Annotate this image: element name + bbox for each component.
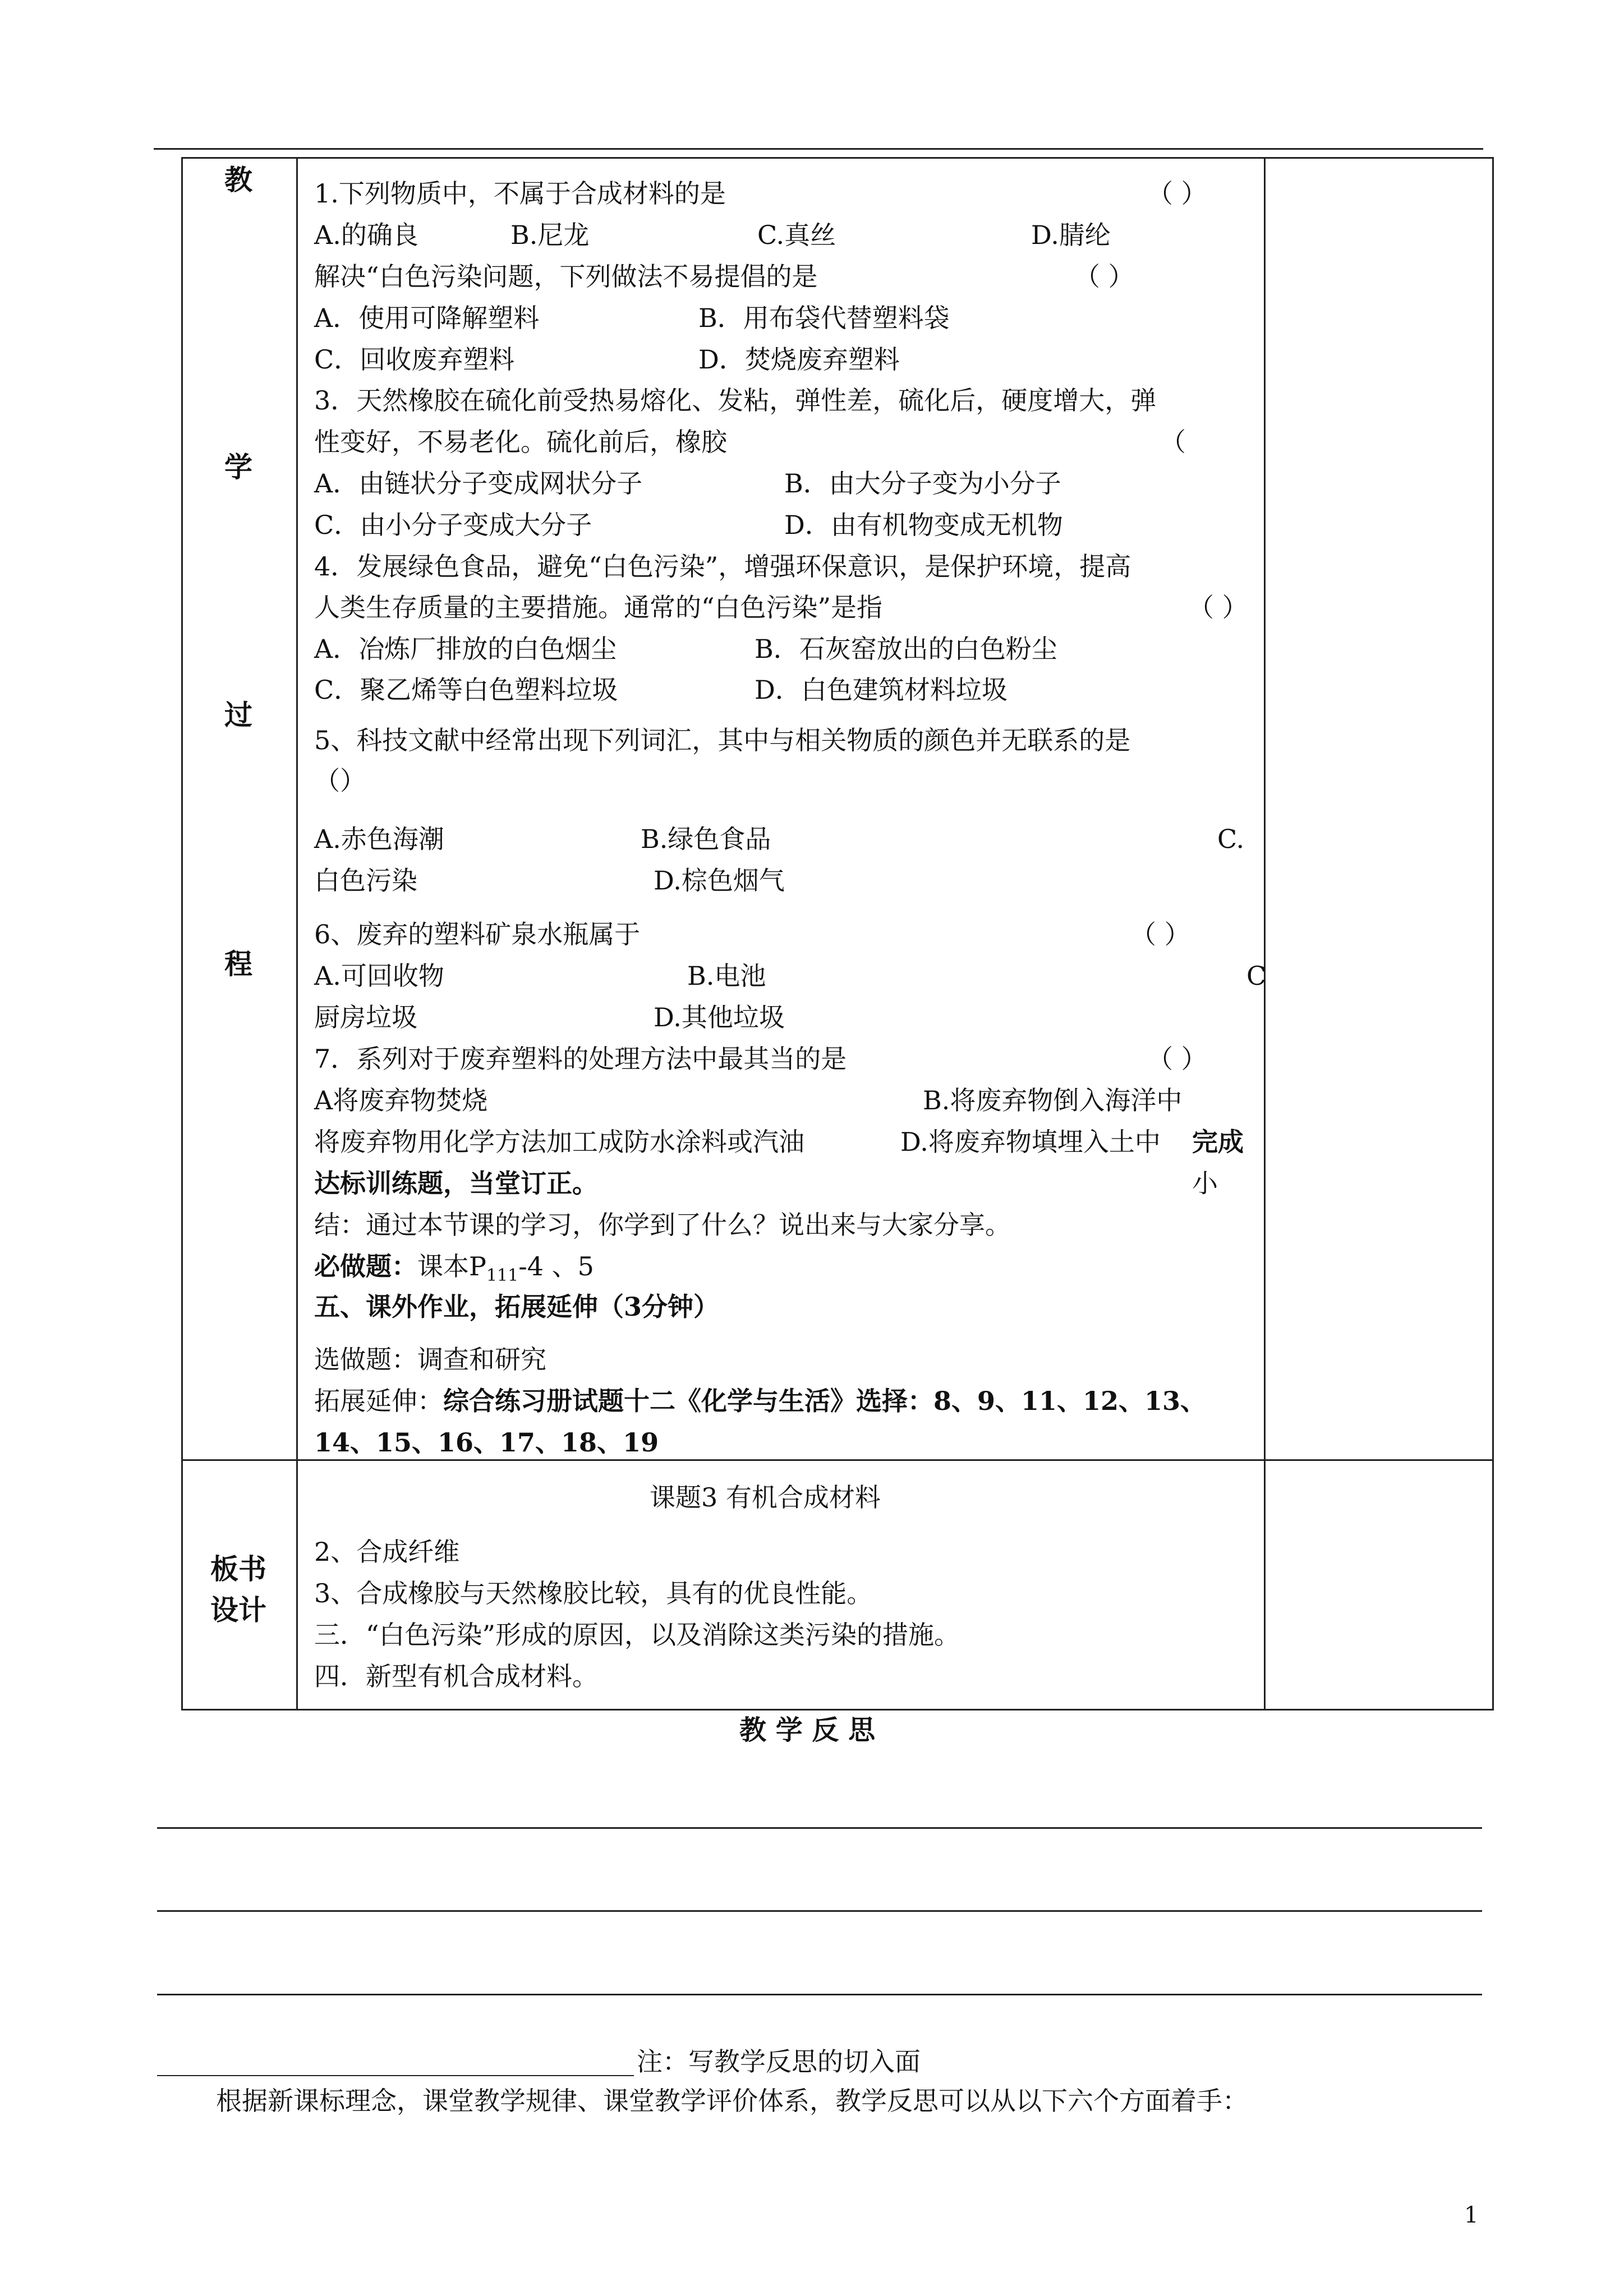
table-right-border: [1492, 157, 1494, 1711]
q5-option-b: B.绿色食品: [641, 824, 771, 854]
reflection-note-underline: [157, 2075, 634, 2076]
board-line-1: 2、合成纤维: [314, 1537, 460, 1567]
q4-option-d: D．白色建筑材料垃圾: [755, 675, 1007, 705]
finish-text-1: 完成: [1192, 1127, 1244, 1157]
q2-stem: 解决“白色污染问题，下列做法不易提倡的是: [314, 261, 818, 292]
board-label-2: 设计: [210, 1593, 266, 1626]
q1-option-b: B.尼龙: [510, 220, 590, 250]
reflection-rule-3: [157, 1994, 1482, 1995]
q2-option-d: D．焚烧废弃塑料: [698, 344, 900, 375]
q6-stem: 6、废弃的塑料矿泉水瓶属于: [314, 919, 641, 949]
q4-option-c: C．聚乙烯等白色塑料垃圾: [314, 675, 618, 705]
table-top-border: [181, 157, 1494, 159]
q4-line-1: 4．发展绿色食品，避免“白色污染”，增强环保意识，是保护环境，提高: [314, 551, 1131, 582]
q3-option-c: C．由小分子变成大分子: [314, 510, 592, 540]
q4-option-a: A．冶炼厂排放的白色烟尘: [314, 634, 617, 664]
board-line-3: 三．“白色污染”形成的原因，以及消除这类污染的措施。: [314, 1620, 960, 1650]
table-left-border: [181, 157, 183, 1711]
q1-stem: 1.下列物质中，不属于合成材料的是: [314, 178, 726, 209]
header-rule: [154, 148, 1483, 150]
must-do-items: -4 、5: [518, 1251, 594, 1281]
process-label-4: 程: [224, 947, 252, 980]
table-bottom-border: [181, 1709, 1494, 1711]
q2-option-c: C．回收废弃塑料: [314, 344, 515, 375]
q7-option-d: D.将废弃物填埋入土中: [900, 1127, 1161, 1157]
q4-option-b: B．石灰窑放出的白色粉尘: [755, 634, 1057, 664]
page-number: 1: [1464, 2202, 1479, 2228]
q2-option-b: B．用布袋代替塑料袋: [698, 303, 950, 333]
optional-line: 选做题：调查和研究: [314, 1344, 546, 1375]
q7-option-c: 将废弃物用化学方法加工成防水涂料或汽油: [314, 1127, 804, 1157]
board-line-2: 3、合成橡胶与天然橡胶比较，具有的优良性能。: [314, 1578, 873, 1608]
q6-option-a: A.可回收物: [314, 961, 444, 991]
finish-text-2: 达标训练题，当堂订正。: [314, 1168, 598, 1198]
must-do-label: 必做题：: [314, 1251, 417, 1281]
q5-option-a: A.赤色海潮: [314, 824, 444, 854]
reflection-heading: 教 学 反 思: [739, 1714, 876, 1746]
q6-option-c-text: 厨房垃圾: [314, 1002, 417, 1032]
board-label-1: 板书: [210, 1552, 266, 1585]
reflection-rule-2: [157, 1910, 1482, 1912]
reflection-rule-1: [157, 1827, 1482, 1829]
q7-option-a: A将废弃物焚烧: [314, 1085, 488, 1115]
reflection-note: 注：写教学反思的切入面: [637, 2046, 921, 2077]
q6-option-b: B.电池: [687, 961, 766, 991]
extend-line-2: 14、15、16、17、18、19: [314, 1427, 659, 1458]
q4-answer-paren: （ ）: [1188, 592, 1248, 623]
q1-option-d: D.腈纶: [1031, 220, 1111, 250]
q6-option-c: C: [1246, 961, 1267, 991]
q2-answer-paren: （ ）: [1074, 261, 1134, 292]
q3-line-2: 性变好，不易老化。硫化前后，橡胶: [314, 427, 727, 457]
q1-answer-paren: （ ）: [1147, 178, 1207, 209]
summary-line: 结：通过本节课的学习，你学到了什么？说出来与大家分享。: [314, 1210, 1011, 1240]
board-line-4: 四．新型有机合成材料。: [314, 1661, 598, 1691]
must-do-page-sub: 111: [486, 1266, 519, 1285]
table-col2-border: [1264, 157, 1266, 1711]
must-do-text: 课本P: [417, 1251, 486, 1281]
q5-line-2: （）: [314, 766, 366, 796]
extend-line-1: [314, 1384, 1206, 1418]
q4-line-2: 人类生存质量的主要措施。通常的“白色污染”是指: [314, 592, 883, 623]
q7-stem: 7．系列对于废弃塑料的处理方法中最其当的是: [314, 1044, 847, 1074]
summary-char: 小: [1192, 1168, 1218, 1198]
q3-answer-paren: （: [1160, 427, 1186, 457]
q3-line-1: 3．天然橡胶在硫化前受热易熔化、发粘，弹性差，硫化后，硬度增大，弹: [314, 385, 1157, 416]
q1-option-a: A.的确良: [314, 220, 418, 250]
q6-answer-paren: （ ）: [1130, 919, 1190, 949]
q3-option-a: A．由链状分子变成网状分子: [314, 468, 643, 499]
q7-option-b: B.将废弃物倒入海洋中: [923, 1085, 1183, 1115]
reflection-intro: 根据新课标理念，课堂教学规律、课堂教学评价体系，教学反思可以从以下六个方面着手：: [216, 2086, 1248, 2116]
extend-label: 拓展延伸：: [314, 1386, 443, 1416]
process-label-3: 过: [224, 698, 252, 731]
q5-option-d: D.棕色烟气: [654, 865, 785, 896]
q5-line-1: 5、科技文献中经常出现下列词汇，其中与相关物质的颜色并无联系的是: [314, 725, 1131, 755]
q3-option-b: B．由大分子变为小分子: [784, 468, 1061, 499]
section-5-heading: 五、课外作业，拓展延伸（3分钟）: [314, 1292, 720, 1322]
q3-option-d: D．由有机物变成无机物: [784, 510, 1063, 540]
q1-option-c: C.真丝: [757, 220, 836, 250]
q2-option-a: A．使用可降解塑料: [314, 303, 540, 333]
table-mid-border: [181, 1459, 1494, 1461]
must-do-line: [314, 1250, 594, 1293]
process-label-1: 教: [224, 163, 252, 196]
q6-option-d: D.其他垃圾: [654, 1002, 785, 1032]
q5-option-c: C.: [1217, 824, 1245, 854]
extend-text: 综合练习册试题十二《化学与生活》选择：8、9、11、12、13、: [443, 1386, 1207, 1416]
q7-answer-paren: （ ）: [1147, 1044, 1207, 1074]
q5-option-c-text: 白色污染: [314, 865, 417, 896]
table-col1-border: [296, 157, 298, 1711]
process-label-2: 学: [224, 450, 252, 483]
board-title: 课题3 有机合成材料: [650, 1482, 881, 1513]
